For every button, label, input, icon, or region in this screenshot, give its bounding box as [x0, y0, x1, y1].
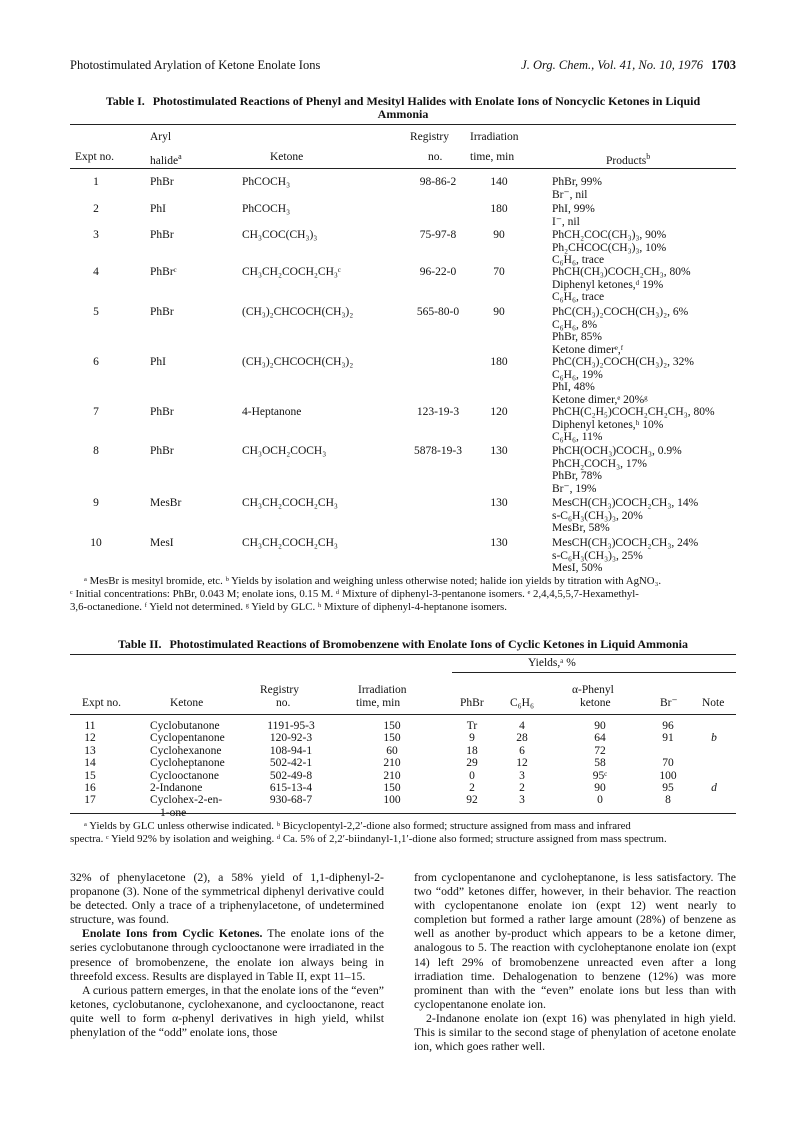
table1-cell-ketone: CH₃OCH₂COCH₃ [242, 445, 327, 457]
table2-cell-irradiation: 100 [383, 794, 401, 807]
table2-cell-br: 95 [662, 782, 674, 794]
table2-cell-ketone: Cyclohexanone [150, 744, 222, 757]
table1-product-line: PhCH(OCH₃)COCH₃, 0.9% [552, 445, 682, 457]
table2-cell-ketone: Cyclohex-2-en- [150, 794, 223, 807]
table2-cell-expt: 17 [84, 794, 96, 807]
table2-cell-c6h6: 3 [519, 769, 525, 782]
table2-cell-phbr: 9 [469, 732, 475, 745]
table1-product-line: PhBr, 78% [552, 470, 603, 483]
table1-cell-expt: 6 [93, 356, 99, 368]
table2-cell-br: 70 [662, 757, 674, 770]
table1-product-line: Ph₂CHCOC(CH₃)₃, 10% [552, 241, 667, 254]
table1-title-line2: Ammonia [377, 107, 429, 121]
table2-cell-irradiation: 150 [383, 720, 401, 732]
table2-cell-c6h6: 4 [519, 720, 525, 732]
table1-cell-products [552, 537, 698, 575]
table1-product-line: MesBr, 58% [552, 522, 610, 535]
table1-cell-expt: 1 [93, 176, 99, 188]
table2-cell-expt: 13 [84, 744, 96, 757]
table2-cell-br: 8 [665, 794, 671, 807]
table1-cell-expt: 2 [93, 203, 99, 215]
table1-cell-ketone: (CH₃)₂CHCOCH(CH₃)₂ [242, 306, 354, 318]
table1-cell-registry: 96-22-0 [419, 266, 457, 278]
table1-cell-products [552, 356, 694, 406]
journal-citation: J. Org. Chem., Vol. 41, No. 10, 1976 [521, 58, 703, 72]
table1-header-irradiation-top: Irradiation [470, 131, 519, 143]
table2-cell-note: b [711, 732, 717, 745]
table1-header-ketone: Ketone [270, 151, 304, 163]
table2-cell-note: d [711, 782, 717, 794]
table1-cell-products [552, 176, 602, 201]
table1-cell-irradiation: 120 [490, 406, 508, 418]
table2-cell-br: 96 [662, 720, 674, 732]
table1-product-line: Br⁻, 19% [552, 482, 597, 495]
table1-cell-irradiation: 140 [490, 176, 508, 188]
table1-cell-expt: 5 [93, 306, 99, 318]
table1-product-line: s-C₆H₃(CH₃)₃, 25% [552, 549, 643, 562]
table2-cell-registry: 108-94-1 [269, 744, 313, 757]
table1-cell-ketone: CH₃CH₂COCH₂CH₃ [242, 537, 338, 549]
table2-cell-phbr: 2 [469, 782, 475, 794]
table2-cell-c6h6: 12 [516, 757, 528, 770]
table2-cell-ketone: Cycloheptanone [150, 757, 225, 770]
table2-cell-c6h6: 3 [519, 794, 525, 807]
table2-header-rule [70, 714, 736, 715]
table1-cell-irradiation: 130 [490, 497, 508, 509]
table2-cell-aphenyl-ketone: 0 [597, 794, 603, 807]
table2-cell-expt: 14 [84, 757, 96, 770]
table1-cell-irradiation: 130 [490, 537, 508, 549]
table1-cell-irradiation: 180 [490, 203, 508, 215]
table2-cell-ketone: Cyclobutanone [150, 720, 220, 732]
table1-product-line: PhCH(CH₃)COCH₂CH₃, 80% [552, 266, 691, 278]
table1-cell-aryl-halide: MesBr [150, 497, 182, 509]
table2-cell-c6h6: 2 [519, 782, 525, 794]
table1-cell-aryl-halide: PhBrᶜ [150, 266, 177, 278]
table1-header-rule [70, 168, 736, 169]
table1-cell-irradiation: 130 [490, 445, 508, 457]
table2-cell-br: 91 [662, 732, 674, 745]
table1-cell-registry: 123-19-3 [416, 406, 460, 418]
table1-footnotes [70, 575, 736, 614]
table2-cell-aphenyl-ketone: 95ᶜ [592, 769, 608, 782]
table2-caption [70, 638, 736, 651]
table2-cell-phbr: 29 [466, 757, 478, 770]
section-heading: Enolate Ions from Cyclic Ketones. [82, 926, 263, 941]
table2-cell-aphenyl-ketone: 72 [594, 744, 606, 757]
table1-product-line: Diphenyl ketones,ᵈ 19% [552, 278, 664, 291]
table2-cell-phbr: Tr [466, 720, 478, 732]
table1-header-aryl-top: Aryl [150, 131, 172, 143]
table2-cell-br: 100 [659, 769, 677, 782]
table1-header-registry-top: Registry [410, 131, 449, 143]
table2-cell-registry: 120-92-3 [269, 732, 313, 745]
table2-cell-c6h6: 6 [519, 744, 525, 757]
table1-footnote-2: ᶜ Initial concentrations: PhBr, 0.043 M; enolate ions, 0.15 M. ᵈ Mixture of diphenyl-3-pentanone isomers. ᵉ 2,4,4,5,5,7-Hexamethyl- [70, 588, 639, 600]
table2-cell-irradiation: 150 [383, 782, 401, 794]
table1-product-line: C₆H₆, trace [552, 254, 605, 267]
table1-footnote-1: ᵃ MesBr is mesityl bromide, etc. ᵇ Yields by isolation and weighing unless otherwise noted; halide ion yields by titration with AgNO₃. [84, 575, 662, 587]
table1-product-line: Ketone dimerᵉ,ᶠ [552, 343, 624, 356]
table1-product-line: MesCH(CH₃)COCH₂CH₃, 24% [552, 537, 699, 549]
table2-cell-ketone: Cyclopentanone [150, 732, 225, 745]
table1-cell-aryl-halide: PhI [150, 356, 166, 368]
table1-cell-aryl-halide: PhBr [150, 229, 174, 241]
body-right-column [414, 870, 736, 1053]
table1-product-line: C₆H₆, 11% [552, 431, 603, 444]
table2-cell-registry: 615-13-4 [269, 782, 313, 794]
table1-cell-ketone: PhCOCH₃ [242, 203, 291, 215]
table1-product-line: s-C₆H₃(CH₃)₃, 20% [552, 509, 643, 522]
table1-product-line: PhCH₂COC(CH₃)₃, 90% [552, 229, 667, 241]
table1-cell-registry: 98-86-2 [419, 176, 457, 188]
table1-cell-irradiation: 90 [493, 306, 505, 318]
table1-label: Table I. [105, 94, 145, 108]
table1-product-line: Br⁻, nil [552, 188, 588, 201]
table1-cell-expt: 8 [93, 445, 99, 457]
table2-yields-rule [452, 672, 736, 673]
body-paragraph: 2-Indanone enolate ion (expt 16) was phenylated in high yield. This is similar to the second stage of phenylation of acetone enolate ion, which goes rather well. [414, 1010, 736, 1054]
table1-header-irradiation: time, min [470, 151, 515, 163]
table2-cell-aphenyl-ketone: 64 [594, 732, 606, 745]
table1-product-line: PhBr, 99% [552, 176, 603, 188]
table2-header-yields: Yields,ᵃ % [528, 657, 576, 669]
table2-cell-ketone: 2-Indanone [150, 782, 203, 794]
table2-cell-phbr: 92 [466, 794, 478, 807]
table2-cell-registry: 502-49-8 [269, 769, 313, 782]
table2-header-br: Br⁻ [660, 697, 678, 709]
body-paragraph: from cyclopentanone and cycloheptanone, is less satisfactory. The two “odd” ketones differ, however, in their behavior. The reaction with cyclopentanone enolate ion (expt 12) went nearly to completion but formed a rather large amount (28%) of benzene as well as another by-product which appears to be a ketone dimer, analogous to 5. The reaction with cycloheptanone enolate ion (expt 14) left 29% of bromobenzene unreacted even after a long irradiation time. Dehalogenation to benzene (12%) was more prominent than with the “even” enolate ions but less than with cyclopentanone enolate ion. [414, 870, 736, 1011]
table1-product-line: PhI, 48% [552, 381, 595, 394]
table2-header-aphenyl: ketone [580, 697, 611, 709]
table2-cell-phbr: 0 [469, 769, 475, 782]
running-header-citation [521, 58, 736, 73]
table2-cell-phbr: 18 [466, 744, 478, 757]
table1-header-registry: no. [428, 151, 443, 163]
table1-header-products: Products$^b$ [606, 152, 651, 167]
table1-product-line: Ketone dimer,ᵉ 20%ᵍ [552, 393, 648, 406]
table1-product-line: MesI, 50% [552, 562, 603, 575]
table2-footnote-2: spectra. ᶜ Yield 92% by isolation and weighing. ᵈ Ca. 5% of 2,2′-biindanyl-1,1′-dione also formed; structure assigned from mass spectrum. [70, 833, 667, 845]
table1-cell-ketone: CH₃CH₂COCH₂CH₃ᶜ [242, 266, 341, 278]
table1-cell-aryl-halide: PhI [150, 203, 166, 215]
table1-cell-ketone: (CH₃)₂CHCOCH(CH₃)₂ [242, 356, 354, 368]
table2-cell-irradiation: 210 [383, 757, 401, 770]
table1-cell-aryl-halide: PhBr [150, 445, 174, 457]
table1-cell-products [552, 203, 595, 228]
table1-cell-expt: 3 [93, 229, 99, 241]
table1-product-line: PhCH₂COCH₃, 17% [552, 457, 647, 470]
table1-cell-products [552, 306, 688, 356]
body-paragraph: A curious pattern emerges, in that the enolate ions of the “even” ketones, cyclobutanone, cyclohexanone, and cyclooctanone, react quite well to form α-phenyl derivatives in high yield, whilst phenylation of the “odd” enolate ions, those [70, 982, 384, 1040]
table1-cell-registry: 75-97-8 [419, 229, 457, 241]
table1-title-line1: Photostimulated Reactions of Phenyl and Mesityl Halides with Enolate Ions of Noncyclic Ketones in Liquid [152, 94, 701, 108]
table1-cell-irradiation: 180 [490, 356, 508, 368]
table1-cell-ketone: PhCOCH₃ [242, 176, 291, 188]
table1-header-expt: Expt no. [75, 151, 114, 163]
table2-header-c6h6: C₆H₆ [510, 697, 534, 709]
table2-cell-registry: 502-42-1 [269, 757, 313, 770]
table2-cell-expt: 11 [84, 720, 96, 732]
table1-cell-ketone: 4-Heptanone [242, 406, 302, 418]
table2-header-phbr: PhBr [460, 697, 484, 709]
table1-cell-expt: 9 [93, 497, 99, 509]
table1-product-line: C₆H₆, 19% [552, 368, 603, 381]
table2-header-irradiation-top: Irradiation [358, 684, 407, 696]
table2-cell-aphenyl-ketone: 90 [594, 782, 606, 794]
table1-product-line: C₆H₆, 8% [552, 318, 598, 331]
table1-caption [70, 95, 736, 121]
table1-cell-expt: 10 [90, 537, 102, 549]
table2-cell-expt: 15 [84, 769, 96, 782]
table1-top-rule [70, 124, 736, 125]
table2-cell-irradiation: 150 [383, 732, 401, 745]
table1-product-line: C₆H₆, trace [552, 291, 605, 304]
table2-header-aphenyl-top: α-Phenyl [572, 684, 614, 696]
table2-header-registry-top: Registry [260, 684, 299, 696]
table2-header-expt: Expt no. [82, 697, 121, 709]
table1-cell-products [552, 266, 691, 304]
table1-cell-irradiation: 90 [493, 229, 505, 241]
table2-cell-c6h6: 28 [516, 732, 528, 745]
table1-cell-products [552, 497, 698, 535]
table1-product-line: PhI, 99% [552, 203, 595, 215]
table2-cell-aphenyl-ketone: 58 [594, 757, 606, 770]
table1-cell-expt: 7 [93, 406, 99, 418]
table1-product-line: PhC(CH₃)₂COCH(CH₃)₂, 32% [552, 356, 694, 368]
body-left-column [70, 870, 384, 1039]
body-paragraph: Enolate Ions from Cyclic Ketones. The enolate ions of the series cyclobutanone through cyclooctanone were irradiated in the presence of bromobenzene, the enolate ion always being in threefold excess. Results are displayed in Table II, expt 11–15. [70, 926, 384, 983]
table1-product-line: MesCH(CH₃)COCH₂CH₃, 14% [552, 497, 699, 509]
table2-cell-registry: 930-68-7 [269, 794, 313, 807]
body-paragraph: 32% of phenylacetone (2), a 58% yield of 1,1-diphenyl-2-propanone (3). None of the symmetrical diphenyl derivative could be detected. Only a trace of a triphenylacetone, of undetermined structure, was found. [70, 870, 384, 927]
table2-header-note: Note [702, 697, 725, 709]
table1-cell-registry: 565-80-0 [416, 306, 460, 318]
table2-cell-aphenyl-ketone: 90 [594, 720, 606, 732]
table1-product-line: I⁻, nil [552, 215, 580, 228]
table1-product-line: Diphenyl ketones,ʰ 10% [552, 418, 664, 431]
table2-cell-expt: 16 [84, 782, 96, 794]
table1-cell-ketone: CH₃COC(CH₃)₃ [242, 229, 318, 241]
table1-cell-products [552, 406, 715, 444]
table2-cell-irradiation: 60 [386, 744, 398, 757]
table1-cell-irradiation: 70 [493, 266, 505, 278]
table1-cell-aryl-halide: MesI [150, 537, 174, 549]
table1-cell-products [552, 445, 682, 495]
table2-header-registry: no. [276, 697, 291, 709]
table2-cell-irradiation: 210 [383, 769, 401, 782]
table1-cell-ketone: CH₃CH₂COCH₂CH₃ [242, 497, 338, 509]
table2-header-ketone: Ketone [170, 697, 204, 709]
table2-footnotes [70, 820, 736, 846]
table1-cell-products [552, 229, 666, 267]
table2-footnote-1: ᵃ Yields by GLC unless otherwise indicated. ᵇ Bicyclopentyl-2,2′-dione also formed; structure assigned from mass and infrared [84, 820, 631, 832]
table2-cell-ketone: Cyclooctanone [150, 769, 219, 782]
table2-cell-registry: 1191-95-3 [267, 720, 315, 732]
table2-bottom-rule [70, 813, 736, 814]
table1-cell-registry: 5878-19-3 [414, 445, 462, 457]
table1-cell-aryl-halide: PhBr [150, 306, 174, 318]
table1-cell-expt: 4 [93, 266, 99, 278]
table1-product-line: PhBr, 85% [552, 331, 603, 344]
table1-header-aryl: halide$^a$ [150, 152, 182, 167]
running-header-title: Photostimulated Arylation of Ketone Enolate Ions [70, 58, 321, 72]
table2-header-irradiation: time, min [356, 697, 401, 709]
table2-cell-ketone-continuation: 1-one [160, 806, 187, 819]
table2-label: Table II. [117, 637, 162, 651]
table2-cell-expt: 12 [84, 732, 96, 745]
table1-product-line: PhCH(C₂H₅)COCH₂CH₂CH₃, 80% [552, 406, 715, 418]
table1-footnote-3: 3,6-octanedione. ᶠ Yield not determined. ᵍ Yield by GLC. ʰ Mixture of diphenyl-4-heptanone isomers. [70, 601, 507, 613]
table1-cell-aryl-halide: PhBr [150, 176, 174, 188]
table1-cell-aryl-halide: PhBr [150, 406, 174, 418]
table2-top-rule [70, 654, 736, 655]
page-number: 1703 [711, 58, 736, 72]
table2-title: Photostimulated Reactions of Bromobenzene with Enolate Ions of Cyclic Ketones in Liquid Ammonia [169, 637, 689, 651]
table1-product-line: PhC(CH₃)₂COCH(CH₃)₂, 6% [552, 306, 689, 318]
